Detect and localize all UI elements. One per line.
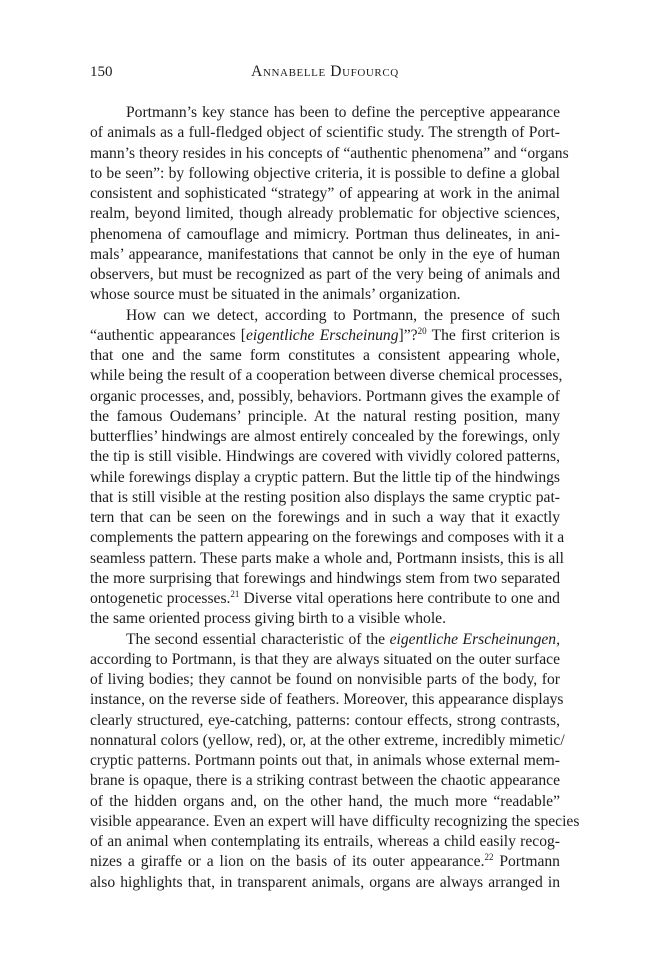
text-line: the tip is still visible. Hindwings are covered with vividly colored patterns, bbox=[90, 448, 560, 466]
text-line: of living bodies; they cannot be found on nonvisible parts of the body, for bbox=[90, 671, 560, 688]
text-line: that one and the same form constitutes a consistent appearing whole, bbox=[90, 347, 560, 364]
text-line: also highlights that, in transparent animals, organs are always arranged in bbox=[90, 873, 560, 891]
text-line: cryptic patterns. Portmann points out that, in animals whose external mem- bbox=[90, 752, 560, 769]
text-line: consistent and sophisticated “strategy” of appearing at work in the animal bbox=[90, 185, 560, 202]
text-line: phenomena of camouflage and mimicry. Portman thus delineates, in ani- bbox=[90, 225, 560, 243]
text-line: according to Portmann, is that they are always situated on the outer surface bbox=[90, 650, 560, 668]
text-line: ontogenetic processes.$^{21}$ Diverse vital operations here contribute to one and bbox=[90, 589, 560, 607]
running-head bbox=[90, 62, 560, 82]
text-line: while forewings display a cryptic pattern. But the little tip of the hindwings bbox=[90, 468, 560, 486]
text-line: nonnatural colors (yellow, red), or, at the other extreme, incredibly mimetic/ bbox=[90, 731, 565, 749]
text-line: How can we detect, according to Portmann, the presence of such bbox=[126, 306, 560, 324]
body-text bbox=[90, 103, 580, 893]
italic-term: eigentliche Erscheinung bbox=[246, 326, 399, 344]
paragraph bbox=[90, 630, 580, 893]
text-line: The second essential characteristic of the eigentliche Erscheinungen, bbox=[126, 630, 560, 648]
text-line: mals’ appearance, manifestations that cannot be only in the eye of human bbox=[90, 245, 560, 263]
text-line: butterflies’ hindwings are almost entirely concealed by the forewings, only bbox=[90, 428, 560, 445]
text-line: of animals as a full-fledged object of scientific study. The strength of Port- bbox=[90, 124, 560, 142]
text-line: clearly structured, eye-catching, patterns: contour effects, strong contrasts, bbox=[90, 711, 560, 729]
text-line: the same oriented process giving birth to a visible whole. bbox=[90, 610, 446, 628]
running-title: Annabelle Dufourcq bbox=[251, 63, 399, 80]
text-line: observers, but must be recognized as part of the very being of animals and bbox=[90, 266, 560, 283]
text-line: complements the pattern appearing on the forewings and composes with it a bbox=[90, 529, 565, 547]
text-line: visible appearance. Even an expert will have difficulty recognizing the species bbox=[90, 812, 580, 830]
footnote-reference[interactable]: 22 bbox=[484, 852, 494, 863]
text-line: to be seen”: by following objective criteria, it is possible to define a global bbox=[90, 164, 560, 182]
text-line: the more surprising that forewings and hindwings stem from two separated bbox=[90, 569, 560, 587]
text-line: Portmann’s key stance has been to define the perceptive appearance bbox=[126, 104, 560, 121]
text-line: organic processes, and, possibly, behaviors. Portmann gives the example of bbox=[90, 387, 560, 405]
text-line: brane is opaque, there is a striking contrast between the chaotic appearance bbox=[90, 772, 560, 790]
text-line: tern that can be seen on the forewings and in such a way that it exactly bbox=[90, 509, 560, 526]
text-line: whose source must be situated in the animals’ organization. bbox=[90, 286, 461, 304]
text-line: nizes a giraffe or a lion on the basis of its outer appearance.$^{22}$ Portmann bbox=[90, 852, 560, 871]
text-line: “authentic appearances [eigentliche Erscheinung]”?$^{20}$ The first criterion is bbox=[90, 325, 560, 344]
paragraph bbox=[90, 306, 565, 630]
page-number: 150 bbox=[90, 64, 113, 80]
paragraph bbox=[90, 103, 569, 306]
italic-term: eigentliche Erscheinungen, bbox=[389, 630, 560, 648]
footnote-reference[interactable]: 20 bbox=[417, 325, 427, 336]
text-line: realm, beyond limited, though already problematic for objective sciences, bbox=[90, 205, 560, 223]
text-line: instance, on the reverse side of feathers. Moreover, this appearance displays bbox=[90, 691, 564, 709]
text-line: the famous Oudemans’ principle. At the natural resting position, many bbox=[90, 407, 560, 425]
text-line: of an animal when contemplating its entrails, whereas a child easily recog- bbox=[90, 833, 560, 850]
text-line: of the hidden organs and, on the other hand, the much more “readable” bbox=[90, 792, 560, 810]
text-line: while being the result of a cooperation between diverse chemical processes, bbox=[90, 367, 563, 385]
text-line: seamless pattern. These parts make a whole and, Portmann insists, this is all bbox=[90, 549, 564, 567]
text-line: mann’s theory resides in his concepts of “authentic phenomena” and “organs bbox=[90, 144, 569, 162]
footnote-reference[interactable]: 21 bbox=[230, 589, 240, 599]
text-line: that is still visible at the resting position also displays the same cryptic pat- bbox=[90, 488, 560, 506]
